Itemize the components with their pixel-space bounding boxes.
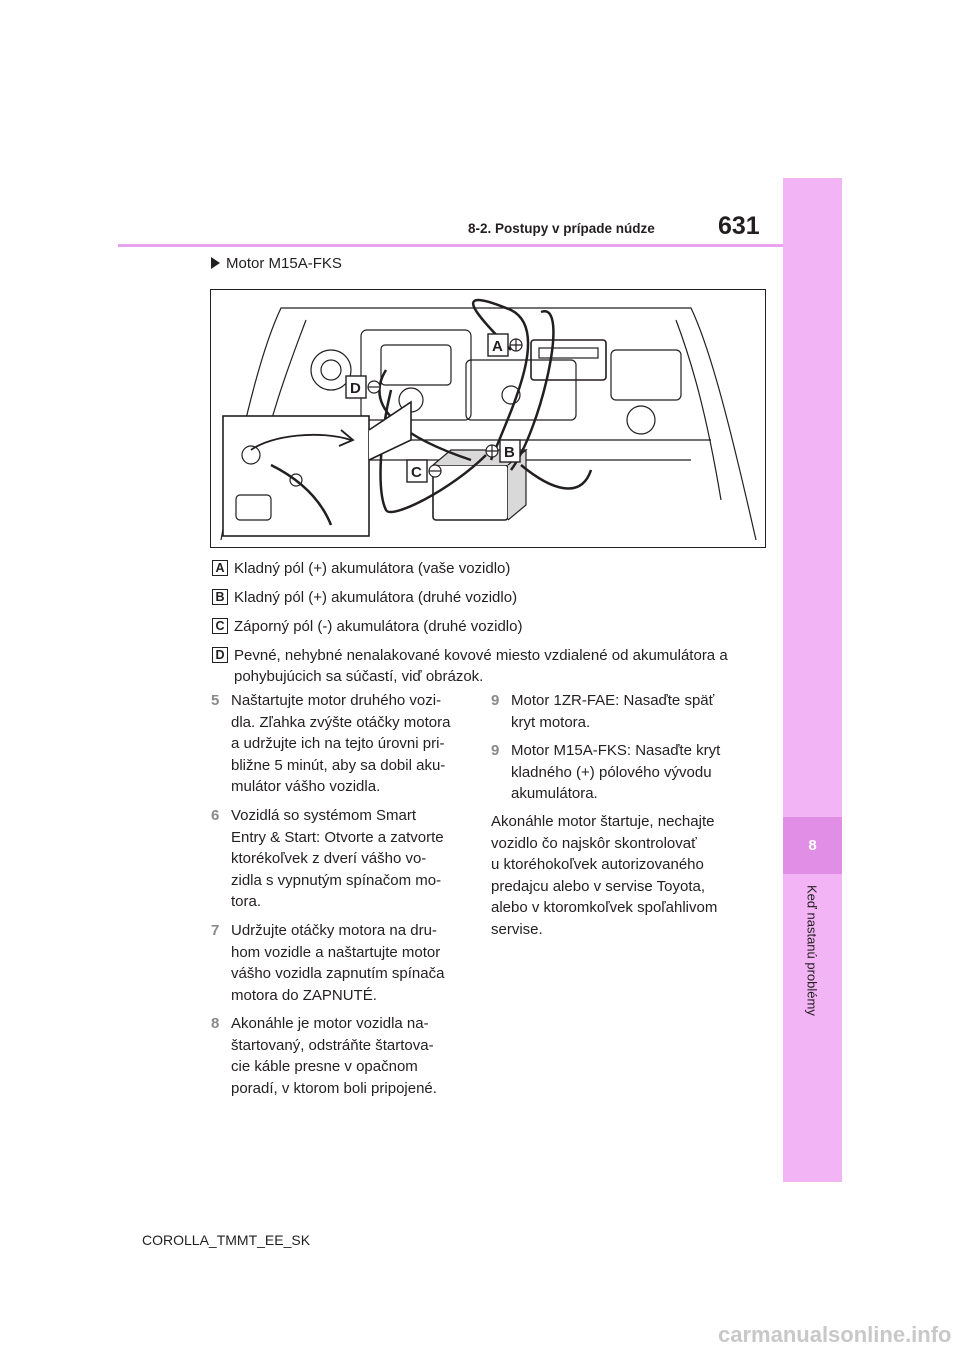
step-text: Akonáhle je motor vozidla na- štartovaný, odstráňte štartova- cie káble presne v opačnom poradí, v ktorom boli pripojené. [231, 1015, 437, 1097]
page-number: 631 [718, 212, 760, 240]
step-text: Udržujte otáčky motora na dru- hom vozidle a naštartujte motor vášho vozidla zapnutím spínača motora do ZAPNUTÉ. [231, 922, 445, 1004]
section-title: 8-2. Postupy v prípade núdze [468, 221, 655, 236]
engine-drawing [211, 290, 764, 546]
step-text: Vozidlá so systémom Smart Entry & Start: Otvorte a zatvorte ktorékoľvek z dverí vášho vo- zidla s vypnutým spínačom mo- tora. [231, 807, 444, 911]
legend-key: C [212, 618, 228, 634]
legend-key: D [212, 647, 228, 663]
step-number: 8 [211, 1015, 220, 1032]
step-number: 6 [211, 807, 220, 824]
step-9-m15a [491, 740, 720, 805]
label-a: A [492, 338, 503, 355]
step-6 [211, 805, 444, 913]
legend-item-c [212, 616, 754, 637]
header-divider [118, 244, 783, 247]
legend-key: A [212, 560, 228, 576]
chapter-number-tab[interactable]: 8 [783, 817, 842, 874]
subheading [211, 255, 342, 272]
label-c: C [411, 464, 422, 481]
triangle-bullet-icon [211, 257, 220, 269]
legend-item-b [212, 587, 754, 608]
legend-text: Záporný pól (-) akumulátora (druhé vozidlo) [234, 618, 523, 635]
step-7 [211, 920, 444, 1006]
document-code: COROLLA_TMMT_EE_SK [142, 1232, 311, 1248]
legend-text: Kladný pól (+) akumulátora (vaše vozidlo) [234, 560, 511, 577]
step-text: Motor 1ZR-FAE: Nasaďte späť kryt motora. [511, 692, 715, 731]
legend-item-a [212, 558, 754, 579]
step-text: Motor M15A-FKS: Nasaďte kryt kladného (+) pólového vývodu akumulátora. [511, 742, 721, 803]
label-b: B [504, 444, 515, 461]
watermark: carmanualsonline.info [718, 1322, 952, 1347]
step-5 [211, 690, 450, 798]
label-d: D [350, 380, 361, 397]
step-number: 5 [211, 692, 220, 709]
legend-key: B [212, 589, 228, 605]
subheading-text: Motor M15A-FKS [226, 255, 342, 272]
legend-text: Kladný pól (+) akumulátora (druhé vozidlo) [234, 589, 518, 606]
engine-illustration [210, 289, 766, 548]
step-9-1zr [491, 690, 714, 733]
legend-text: Pevné, nehybné nenalakované kovové miesto vzdialené od akumulátora a pohybujúcich sa súčastí, viď obrázok. [234, 647, 728, 685]
step-number: 9 [491, 742, 500, 759]
step-text: Naštartujte motor druhého vozi- dla. Zľahka zvýšte otáčky motora a udržujte ich na tejto úrovni pri- bližne 5 minút, aby sa dobil aku- mulátor vášho vozidla. [231, 692, 451, 796]
step-number: 7 [211, 922, 220, 939]
closing-paragraph: Akonáhle motor štartuje, nechajte vozidlo čo najskôr skontrolovať u ktoréhokoľvek autorizovaného predajcu alebo v servise Toyota, alebo v ktoromkoľvek spoľahlivom servise. [491, 813, 718, 938]
chapter-title: Keď nastanú problémy [804, 885, 820, 1016]
legend-item-d [212, 645, 754, 687]
step-number: 9 [491, 692, 500, 709]
step-8 [211, 1013, 437, 1099]
